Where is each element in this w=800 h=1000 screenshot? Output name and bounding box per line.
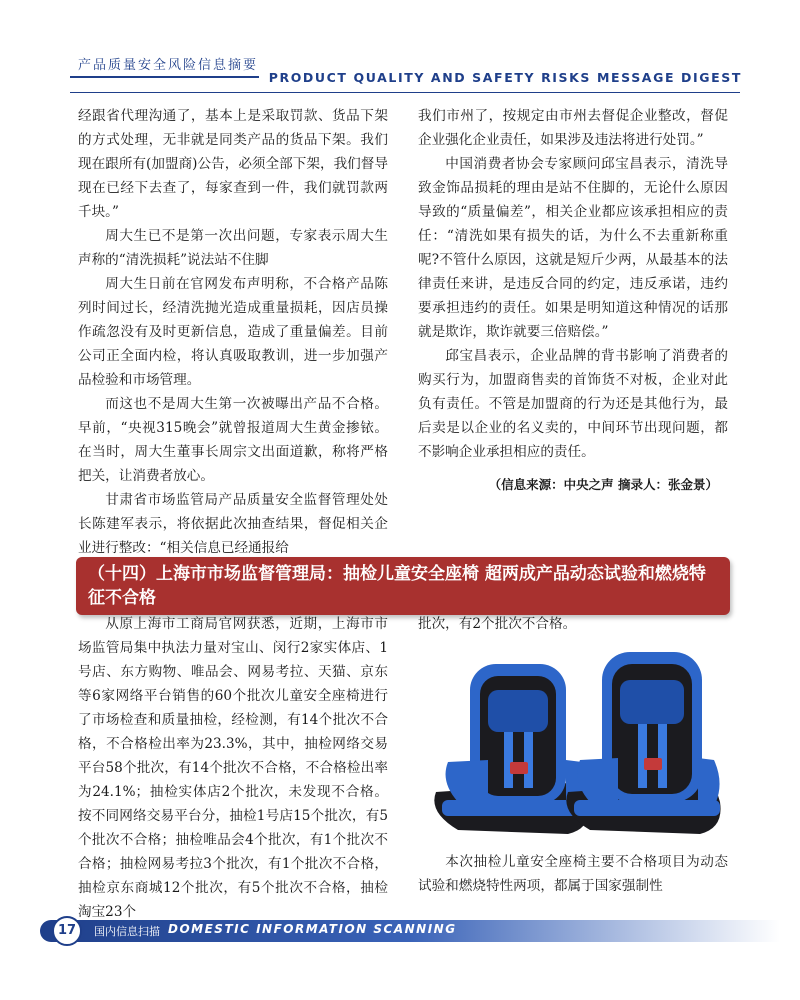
paragraph: 周大生日前在官网发布声明称，不合格产品陈列时间过长，经清洗抛光造成重量损耗，因店员操作疏忽没有及时更新信息，造成了重量偏差。目前公司正全面内检，将认真吸取教训，进一步加强产品检验和市场管理。 xyxy=(78,276,388,388)
article-column-bottom-right xyxy=(418,850,728,898)
paragraph: 而这也不是周大生第一次被曝出产品不合格。早前，“央视315晚会”就曾报道周大生黄金掺铱。在当时，周大生董事长周宗文出面道歉，称将严格把关，让消费者放心。 xyxy=(78,396,388,484)
section-title: （十四）上海市市场监督管理局：抽检儿童安全座椅 超两成产品动态试验和燃烧特征不合格 xyxy=(88,564,706,608)
paragraph: 邱宝昌表示，企业品牌的背书影响了消费者的购买行为，加盟商售卖的首饰货不对板，企业对此负有责任。不管是加盟商的行为还是其他行为，最后卖是以企业的名义卖的，中间环节出现问题，都不影响企业承担相应的责任。 xyxy=(418,348,728,460)
source-note: （信息来源：中央之声 摘录人：张金景） xyxy=(488,477,718,492)
article-column-bottom-left xyxy=(78,612,388,924)
left-car-seat xyxy=(434,664,589,834)
car-seat-illustration xyxy=(418,642,730,842)
paragraph: 从原上海市工商局官网获悉，近期，上海市市场监管局集中执法力量对宝山、闵行2家实体店、1号店、东方购物、唯品会、网易考拉、天猫、京东等6家网络平台销售的60个批次儿童安全座椅进行了市场检查和质量抽检，经检测，有14个批次不合格，不合格检出率为23.3%，其中，抽检网络交易平台58个批次，有14个批次不合格，不合格检出率为24.1%；抽检实体店2个批次，未发现不合格。按不同网络交易平台分，抽检1号店15个批次，有5个批次不合格；抽检唯品会4个批次，有1个批次不合格；抽检网易考拉3个批次，有1个批次不合格，抽检京东商城12个批次，有5个批次不合格，抽检淘宝23个 xyxy=(78,616,388,920)
header-title-cn: 产品质量安全风险信息摘要 xyxy=(78,58,259,73)
page-header xyxy=(0,0,800,96)
paragraph: 本次抽检儿童安全座椅主要不合格项目为动态试验和燃烧特性两项，都属于国家强制性 xyxy=(418,854,728,894)
paragraph: 甘肃省市场监管局产品质量安全监督管理处处长陈建军表示，将依据此次抽查结果，督促相关企业进行整改：“相关信息已经通报给 xyxy=(78,492,388,556)
car-seat-photo xyxy=(418,642,730,842)
paragraph: 中国消费者协会专家顾问邱宝昌表示，清洗导致金饰品损耗的理由是站不住脚的，无论什么原因导致的“质量偏差”，相关企业都应该承担相应的责任：“清洗如果有损失的话，为什么不去重新称重呢?不管什么原因，这就是短斤少两，从最基本的法律责任来讲，是违反合同的约定，违反承诺，违约要承担违约的责任。如果是明知道这种情况的话那就是欺诈，欺诈就要三倍赔偿。” xyxy=(418,156,728,340)
footer-section-cn: 国内信息扫描 xyxy=(94,925,160,938)
page-footer xyxy=(0,912,800,948)
section-banner xyxy=(76,557,730,615)
paragraph: 我们市州了，按规定由市州去督促企业整改，督促企业强化企业责任，如果涉及违法将进行处罚。” xyxy=(418,108,728,148)
page-number: 17 xyxy=(52,916,82,946)
article-column-top-right xyxy=(418,104,728,496)
paragraph: 批次，有2个批次不合格。 xyxy=(418,616,577,632)
right-car-seat xyxy=(566,652,720,834)
header-rule-bottom xyxy=(70,92,740,93)
article-column-bottom-right-top xyxy=(418,612,728,636)
footer-section-en: DOMESTIC INFORMATION SCANNING xyxy=(168,922,457,936)
paragraph: 周大生已不是第一次出问题，专家表示周大生声称的“清洗损耗”说法站不住脚 xyxy=(78,228,388,268)
paragraph: 经跟省代理沟通了，基本上是采取罚款、货品下架的方式处理，无非就是同类产品的货品下架。我们现在跟所有(加盟商)公告，必须全部下架，我们督导现在已经下去查了，每家查到一件，我们就罚款两千块。” xyxy=(78,108,388,220)
header-title-en: PRODUCT QUALITY AND SAFETY RISKS MESSAGE DIGEST xyxy=(259,70,742,85)
article-column-top-left xyxy=(78,104,388,560)
